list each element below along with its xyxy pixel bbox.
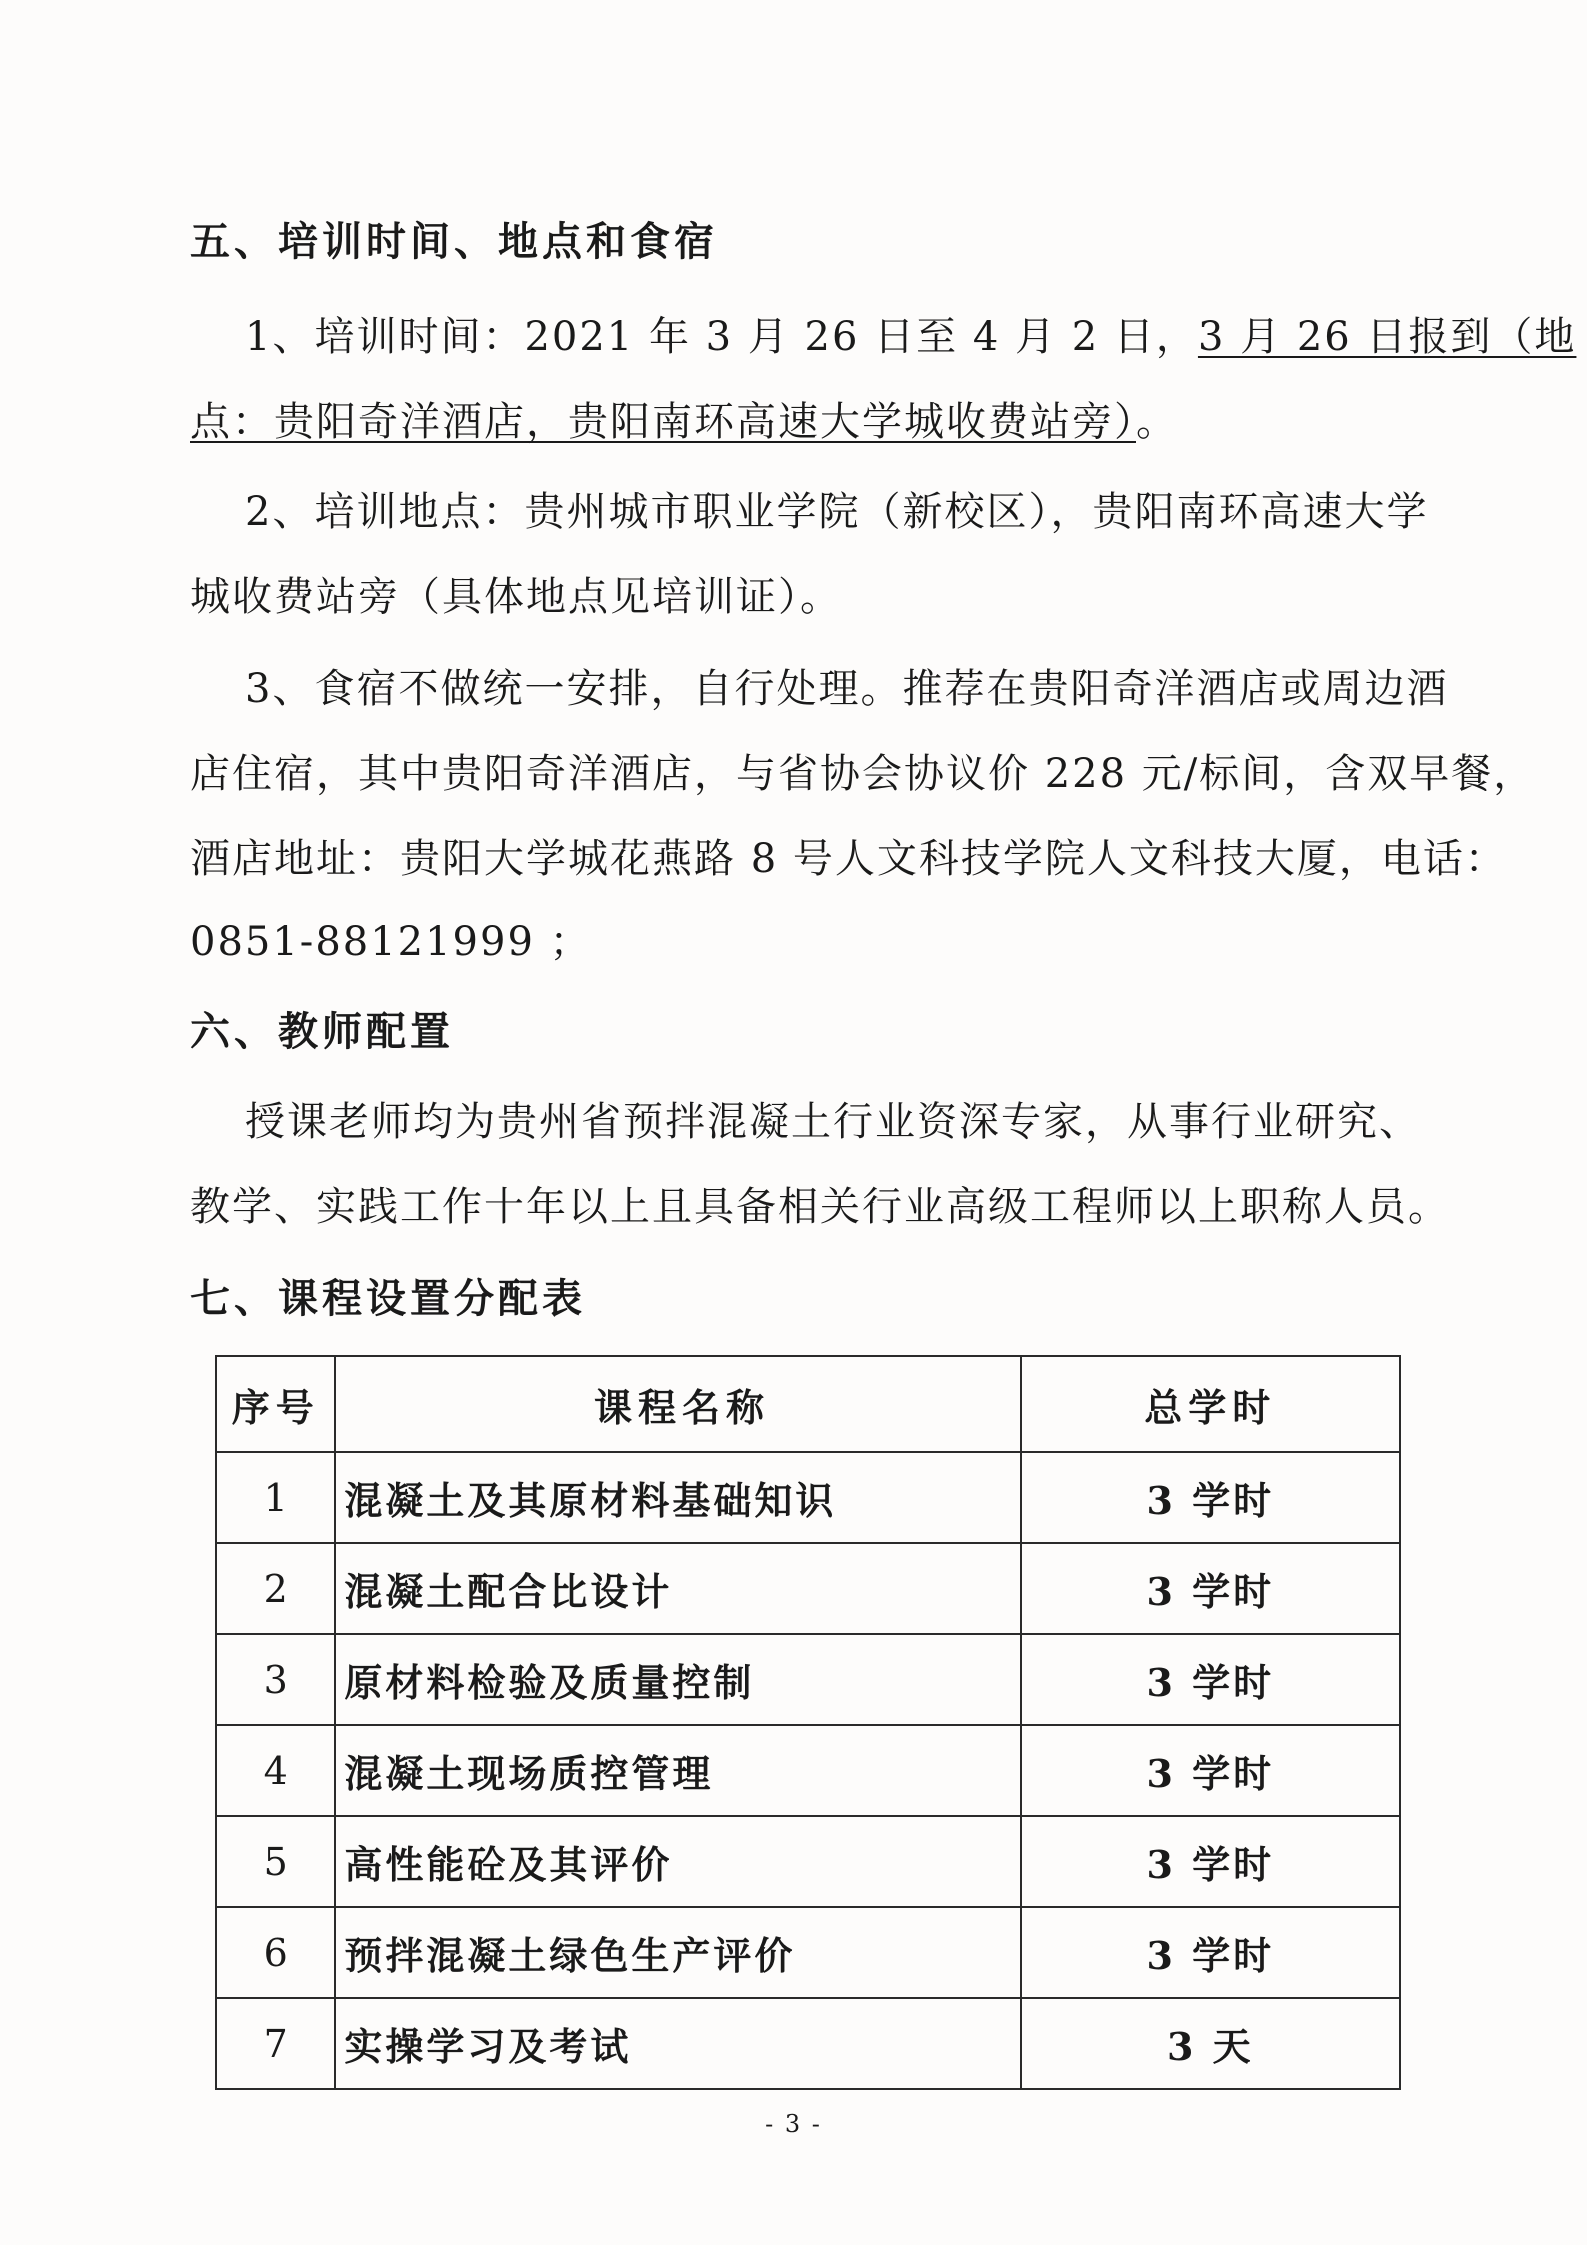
section5-heading: 五、培训时间、地点和食宿 bbox=[190, 218, 718, 265]
row-hours: 3 学时 bbox=[1021, 1816, 1400, 1907]
row-no: 7 bbox=[216, 1998, 335, 2089]
section6-line1: 授课老师均为贵州省预拌混凝土行业资深专家，从事行业研究、 bbox=[245, 1099, 1421, 1145]
row-hours: 3 学时 bbox=[1021, 1725, 1400, 1816]
section6-line2: 教学、实践工作十年以上且具备相关行业高级工程师以上职称人员。 bbox=[190, 1184, 1450, 1230]
table-row bbox=[216, 1452, 1400, 1543]
check-in-location-text: 点：贵阳奇洋酒店，贵阳南环高速大学城收费站旁） bbox=[190, 399, 1136, 445]
section5-p3-line1: 3、食宿不做统一安排，自行处理。推荐在贵阳奇洋酒店或周边酒 bbox=[245, 666, 1449, 712]
row-no: 4 bbox=[216, 1725, 335, 1816]
section6-heading: 六、教师配置 bbox=[190, 1008, 454, 1055]
row-course-name: 实操学习及考试 bbox=[335, 1998, 1020, 2089]
table-row bbox=[216, 1816, 1400, 1907]
row-course-name: 原材料检验及质量控制 bbox=[335, 1634, 1020, 1725]
course-table bbox=[215, 1355, 1401, 2090]
training-time-text: 1、培训时间：2021 年 3 月 26 日至 4 月 2 日， bbox=[245, 314, 1198, 360]
row-course-name: 混凝土配合比设计 bbox=[335, 1543, 1020, 1634]
header-course-name: 课程名称 bbox=[335, 1356, 1020, 1452]
header-no: 序号 bbox=[216, 1356, 335, 1452]
row-hours: 3 学时 bbox=[1021, 1543, 1400, 1634]
table-row bbox=[216, 1543, 1400, 1634]
row-course-name: 预拌混凝土绿色生产评价 bbox=[335, 1907, 1020, 1998]
page-number: - 3 - bbox=[765, 2110, 822, 2138]
period: 。 bbox=[1136, 399, 1178, 445]
row-no: 3 bbox=[216, 1634, 335, 1725]
section5-p1-line2 bbox=[190, 398, 1178, 446]
row-no: 5 bbox=[216, 1816, 335, 1907]
section5-p3-line4: 0851-88121999 ； bbox=[190, 919, 592, 965]
section5-p2-line1: 2、培训地点：贵州城市职业学院（新校区），贵阳南环高速大学 bbox=[245, 489, 1429, 535]
row-course-name: 高性能砼及其评价 bbox=[335, 1816, 1020, 1907]
check-in-text: 3 月 26 日报到（地 bbox=[1197, 314, 1577, 360]
header-total-hours: 总学时 bbox=[1021, 1356, 1400, 1452]
row-hours: 3 学时 bbox=[1021, 1907, 1400, 1998]
table-row bbox=[216, 1725, 1400, 1816]
section5-p1-line1 bbox=[245, 313, 1576, 361]
section5-p3-line2: 店住宿，其中贵阳奇洋酒店，与省协会协议价 228 元/标间，含双早餐， bbox=[190, 751, 1536, 797]
row-no: 6 bbox=[216, 1907, 335, 1998]
row-no: 2 bbox=[216, 1543, 335, 1634]
row-course-name: 混凝土及其原材料基础知识 bbox=[335, 1452, 1020, 1543]
row-course-name: 混凝土现场质控管理 bbox=[335, 1725, 1020, 1816]
table-row bbox=[216, 1634, 1400, 1725]
row-hours: 3 学时 bbox=[1021, 1634, 1400, 1725]
section7-heading: 七、课程设置分配表 bbox=[190, 1275, 586, 1322]
section5-p3-line3: 酒店地址：贵阳大学城花燕路 8 号人文科技学院人文科技大厦，电话： bbox=[190, 836, 1507, 882]
table-row bbox=[216, 1998, 1400, 2089]
row-hours: 3 学时 bbox=[1021, 1452, 1400, 1543]
row-no: 1 bbox=[216, 1452, 335, 1543]
row-hours: 3 天 bbox=[1021, 1998, 1400, 2089]
table-header-row bbox=[216, 1356, 1400, 1452]
table-row bbox=[216, 1907, 1400, 1998]
section5-p2-line2: 城收费站旁（具体地点见培训证）。 bbox=[190, 574, 842, 620]
